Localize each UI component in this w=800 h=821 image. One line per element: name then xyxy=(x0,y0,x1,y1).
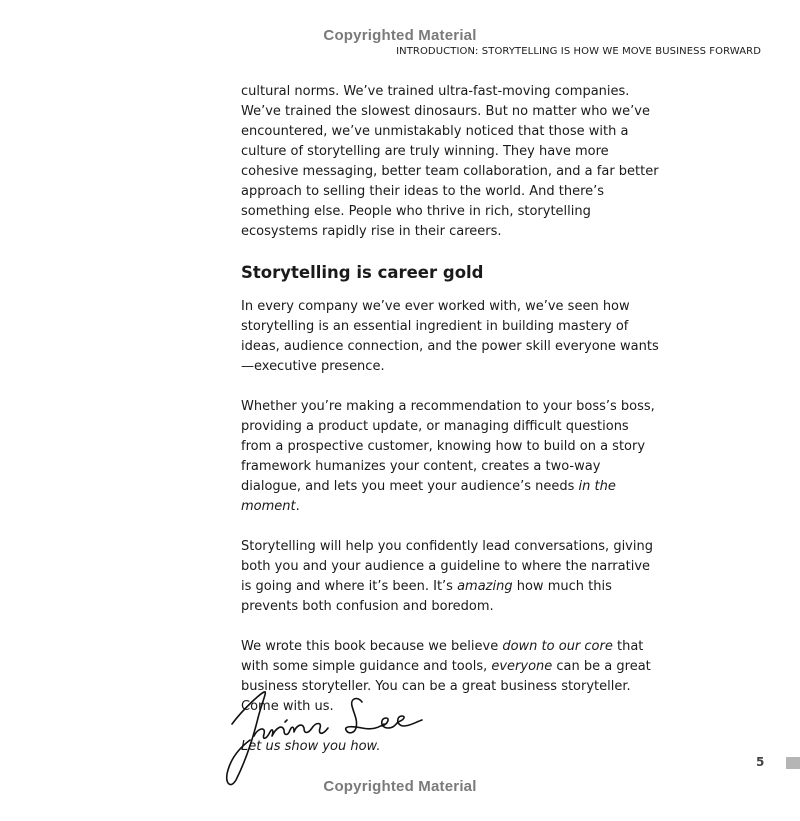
paragraph-text: that with some simple guidance and tools, xyxy=(241,639,644,674)
paragraph-text: Storytelling will help you confidently lead conversations, giving both you and your audience a guideline to where the narrative is going and where it’s been. It’s xyxy=(241,539,653,594)
paragraph-recommendation xyxy=(241,397,661,517)
page-edge-tab xyxy=(786,757,800,769)
section-heading: Storytelling is career gold xyxy=(241,263,484,282)
paragraph-text: Whether you’re making a recommendation to your boss’s boss, providing a product update, or managing difficult questions from a prospective customer, knowing how to build on a story framework humanizes your content, creates a two-way dialogue, and lets you meet your audience’s needs xyxy=(241,399,655,494)
page-body xyxy=(241,82,661,757)
paragraph-text: We wrote this book because we believe xyxy=(241,639,503,654)
signature-image xyxy=(222,684,432,790)
page-number: 5 xyxy=(756,755,765,769)
paragraph-career: In every company we’ve ever worked with, we’ve seen how storytelling is an essential ingredient in building mastery of ideas, audience connection, and the power skill everyone wants—executive presence. xyxy=(241,299,659,374)
emphasis: everyone xyxy=(491,659,553,674)
paragraph-intro: cultural norms. We’ve trained ultra-fast-moving companies. We’ve trained the slowest dinosaurs. But no matter who we’ve encountered, we’ve unmistakably noticed that those with a culture of storytelling are truly winning. They have more cohesive messaging, better team collaboration, and a far better approach to selling their ideas to the world. And there’s something else. People who thrive in rich, storytelling ecosystems rapidly rise in their careers. xyxy=(241,84,659,239)
paragraph-text: how much this prevents both confusion and boredom. xyxy=(241,579,612,614)
running-head: INTRODUCTION: STORYTELLING IS HOW WE MOVE BUSINESS FORWARD xyxy=(396,46,761,57)
emphasis: amazing xyxy=(457,579,513,594)
watermark-bottom: Copyrighted Material xyxy=(323,778,477,795)
emphasis: down to our core xyxy=(502,639,613,654)
signoff: Let us show you how. xyxy=(241,739,381,754)
paragraph-conversations xyxy=(241,537,661,617)
emphasis: in the moment xyxy=(241,479,616,514)
watermark-top: Copyrighted Material xyxy=(323,27,477,44)
paragraph-text: can be a great business storyteller. You can be a great business storyteller. Come with us. xyxy=(241,659,651,714)
paragraph-text: . xyxy=(295,499,300,514)
